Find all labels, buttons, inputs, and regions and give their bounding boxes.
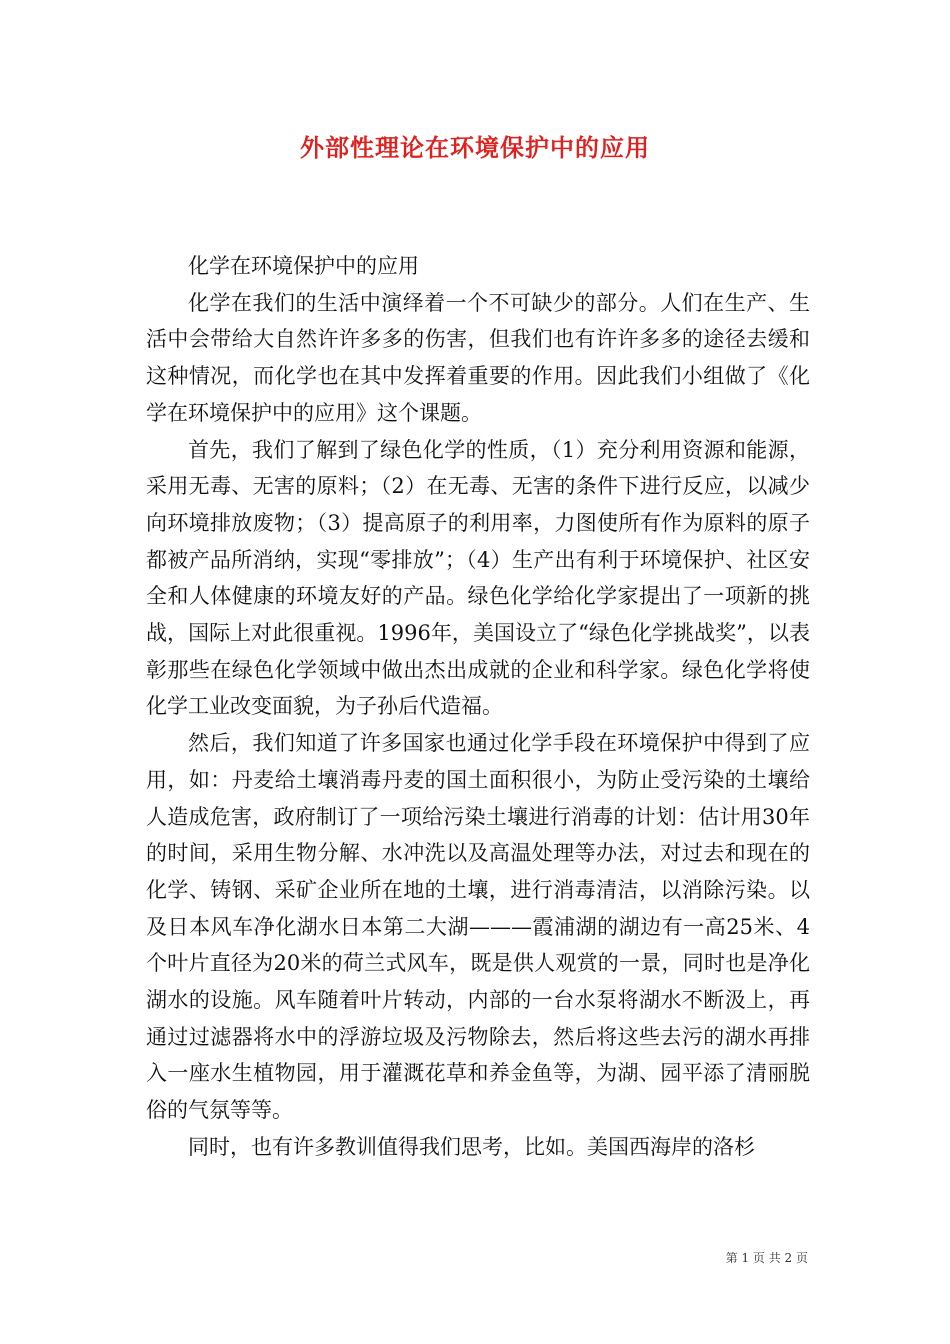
paragraph: 首先，我们了解到了绿色化学的性质，（1）充分利用资源和能源，采用无毒、无害的原料；（2）在无毒、无害的条件下进行反应，以减少向环境排放废物；（3）提高原子的利用率，力图使所有作为原料的原子都被产品所消纳，实现“零排放”；（4）生产出有利于环境保护、社区安全和人体健康的环境友好的产品。绿色化学给化学家提出了一项新的挑战，国际上对此很重视。1996年，美国设立了“绿色化学挑战奖”，以表彰那些在绿色化学领域中做出杰出成就的企业和科学家。绿色化学将使化学工业改变面貌，为子孙后代造福。 (146, 437, 810, 719)
paragraph-subtitle: 化学在环境保护中的应用 (188, 254, 419, 278)
paragraph: 同时，也有许多教训值得我们思考，比如。美国西海岸的洛杉 (188, 1134, 755, 1159)
paragraph: 化学在我们的生活中演绎着一个不可缺少的部分。人们在生产、生活中会带给大自然许许多多的伤害，但我们也有许许多多的途径去缓和这种情况，而化学也在其中发挥着重要的作用。因此我们小组做了《化学在环境保护中的应用》这个课题。 (146, 290, 810, 425)
paragraph: 然后，我们知道了许多国家也通过化学手段在环境保护中得到了应用，如：丹麦给土壤消毒丹麦的国土面积很小，为防止受污染的土壤给人造成危害，政府制订了一项给污染土壤进行消毒的计划：估计用30年的时间，采用生物分解、水冲洗以及高温处理等办法，对过去和现在的化学、铸钢、采矿企业所在地的土壤，进行消毒清洁，以消除污染。以及日本风车净化湖水日本第二大湖———霞浦湖的湖边有一高25米、4个叶片直径为20米的荷兰式风车，既是供人观赏的一景，同时也是净化湖水的设施。风车随着叶片转动，内部的一台水泵将湖水不断汲上，再通过过滤器将水中的浮游垃圾及污物除去，然后将这些去污的湖水再排入一座水生植物园，用于灌溉花草和养金鱼等，为湖、园平添了清丽脱俗的气氛等等。 (146, 731, 810, 1123)
document-body (146, 248, 810, 1166)
page-number: 第 1 页 共 2 页 (725, 1251, 808, 1265)
page-title: 外部性理论在环境保护中的应用 (300, 133, 650, 162)
